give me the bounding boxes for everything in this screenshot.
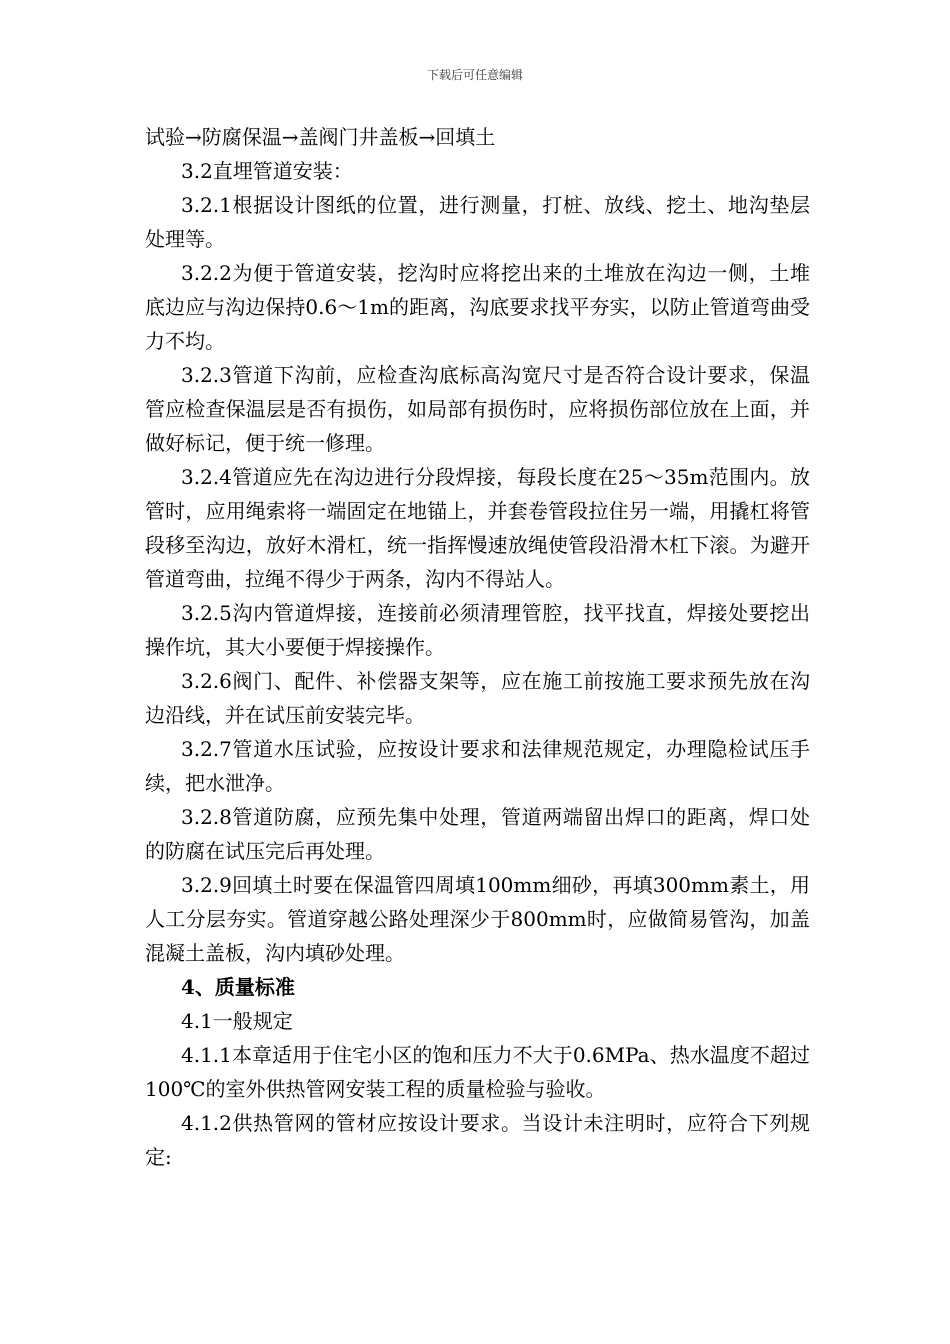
paragraph: 3.2.1根据设计图纸的位置，进行测量，打桩、放线、挖土、地沟垫层处理等。 — [145, 193, 810, 251]
paragraph: 3.2.2为便于管道安装，挖沟时应将挖出来的土堆放在沟边一侧，土堆底边应与沟边保持0.6～1m的距离，沟底要求找平夯实，以防止管道弯曲受力不均。 — [145, 261, 810, 353]
paragraph: 4.1.1本章适用于住宅小区的饱和压力不大于0.6MPa、热水温度不超过100℃的室外供热管网安装工程的质量检验与验收。 — [145, 1043, 810, 1101]
paragraph: 4.1.2供热管网的管材应按设计要求。当设计未注明时，应符合下列规定: — [145, 1111, 810, 1169]
section-heading: 3.2直埋管道安装： — [181, 159, 353, 183]
paragraph: 3.2.9回填土时要在保温管四周填100mm细砂，再填300mm素土，用人工分层夯实。管道穿越公路处理深少于800mm时，应做简易管沟，加盖混凝土盖板，沟内填砂处理。 — [145, 873, 810, 965]
subsection-heading: 4.1一般规定 — [181, 1009, 293, 1033]
paragraph: 3.2.7管道水压试验，应按设计要求和法律规范规定，办理隐检试压手续，把水泄净。 — [145, 737, 810, 795]
paragraph: 3.2.3管道下沟前，应检查沟底标高沟宽尺寸是否符合设计要求，保温管应检查保温层是否有损伤，如局部有损伤时，应将损伤部位放在上面，并做好标记，便于统一修理。 — [145, 363, 810, 455]
paragraph: 3.2.5沟内管道焊接，连接前必须清理管腔，找平找直，焊接处要挖出操作坑，其大小要便于焊接操作。 — [145, 601, 810, 659]
document-body — [145, 120, 810, 1174]
section-heading: 4、质量标准 — [181, 975, 295, 999]
paragraph: 3.2.8管道防腐，应预先集中处理，管道两端留出焊口的距离，焊口处的防腐在试压完后再处理。 — [145, 805, 810, 863]
paragraph: 3.2.6阀门、配件、补偿器支架等，应在施工前按施工要求预先放在沟边沿线，并在试压前安装完毕。 — [145, 669, 810, 727]
paragraph: 试验→防腐保温→盖阀门井盖板→回填土 — [145, 125, 496, 149]
page-header-note: 下载后可任意编辑 — [426, 68, 523, 82]
paragraph: 3.2.4管道应先在沟边进行分段焊接，每段长度在25～35m范围内。放管时，应用绳索将一端固定在地锚上，并套卷管段拉住另一端，用撬杠将管段移至沟边，放好木滑杠，统一指挥慢速放绳使管段沿滑木杠下滚。为避开管道弯曲，拉绳不得少于两条，沟内不得站人。 — [145, 465, 810, 591]
